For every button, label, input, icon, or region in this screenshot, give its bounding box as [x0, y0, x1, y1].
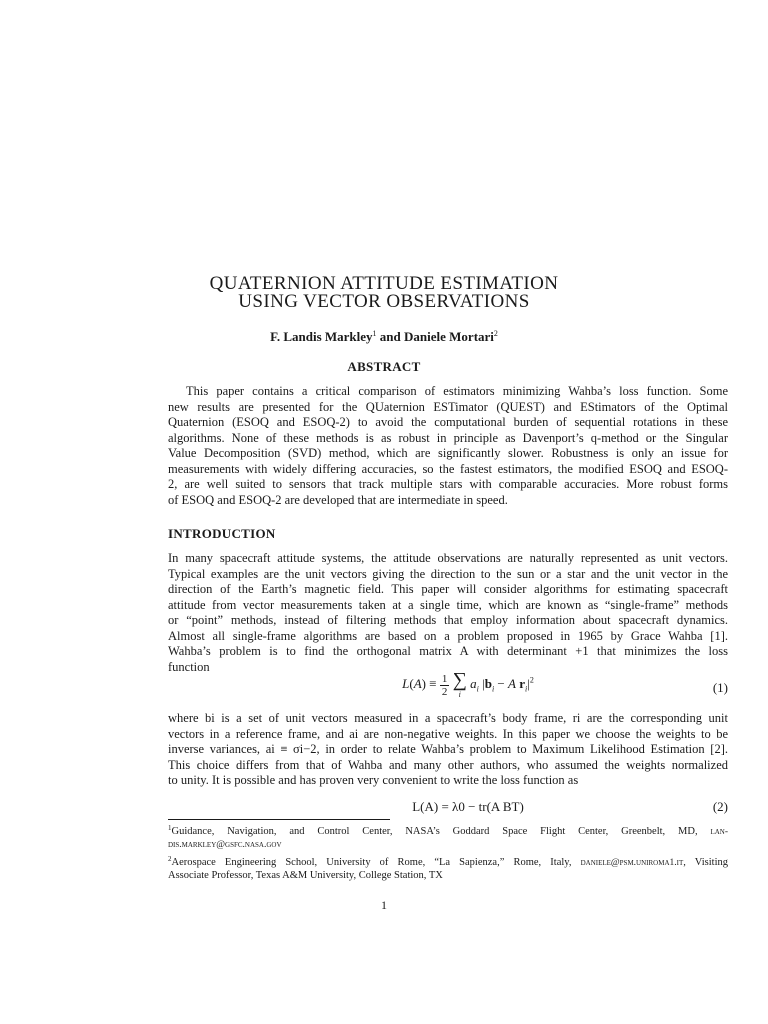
- footnote-1-mark: 1: [168, 824, 172, 832]
- fraction-one-half: $\frac{1}{2}$: [441, 672, 448, 698]
- intro-line: Wahba’s problem is to find the orthogonal matrix A with determinant +1 that minimizes the loss: [168, 644, 728, 658]
- footnote-2-email[interactable]: daniele@psm.uniroma1.it: [580, 858, 684, 868]
- abstract-line: measurements with widely differing accuracies, so the fastest estimators, the modified ESOQ and ESOQ-: [168, 461, 728, 476]
- introduction-heading: INTRODUCTION: [168, 526, 276, 541]
- intro-line: direction of the Earth’s magnetic field. This paper will consider algorithms for estimating spacecraft: [168, 582, 728, 596]
- author-list: [0, 329, 768, 345]
- author-2-footnote-mark: 2: [493, 329, 498, 338]
- intro-line: attitude from vector measurements taken at a single time, which are known as “single-frame” methods: [168, 597, 728, 612]
- footnote-1-continued: [168, 838, 728, 854]
- abstract-line: new results are presented for the QUaternion ESTimator (QUEST) and EStimators of the Optimal: [168, 399, 728, 414]
- intro-line: where bi is a set of unit vectors measured in a spacecraft’s body frame, ri are the corresponding unit: [168, 711, 728, 725]
- equation-2-body: L(A) = λ0 − tr(A BT): [412, 799, 524, 814]
- intro-line: Typical examples are the unit vectors giving the direction to the sun or a star and the unit vector in the: [168, 566, 728, 581]
- author-1-footnote-mark: 1: [372, 329, 377, 338]
- introduction-body-continued: [168, 711, 728, 789]
- abstract-line: of ESOQ and ESOQ-2 are developed that are intermediate in speed.: [168, 492, 508, 507]
- author-2: Daniele Mortari: [404, 329, 494, 344]
- footnotes: [168, 822, 728, 884]
- introduction-body: [168, 551, 728, 675]
- equation-1-body: L(A) ≡ $\frac{1}{2}$ ∑ i $a_i$ $|b_i - A$ $r_i|^2$: [402, 669, 534, 699]
- footnote-1-email-part2[interactable]: dis.markley@gsfc.nasa.gov: [168, 839, 282, 850]
- footnote-2-continued: Associate Professor, Texas A&M University, College Station, TX: [168, 869, 443, 881]
- footnote-2-text: Aerospace Engineering School, University of Rome, “La Sapienza,” Rome, Italy,: [171, 857, 572, 868]
- footnote-1-email-part1[interactable]: lan-: [710, 827, 728, 837]
- abstract-line: Value Decomposition (SVD) method, which are significantly slower. Robustness is only an issue for: [168, 446, 728, 460]
- abstract-line: Quaternion (ESOQ and ESOQ-2) to avoid the computational burden of sequential rotations in these: [168, 415, 728, 429]
- footnote-2-text-after: , Visiting: [683, 857, 728, 868]
- author-1: F. Landis Markley: [270, 329, 373, 344]
- page-number: 1: [381, 898, 387, 912]
- footnote-2: [168, 853, 728, 869]
- intro-line: In many spacecraft attitude systems, the attitude observations are naturally represented as unit vectors.: [168, 551, 728, 565]
- footnote-rule: [168, 819, 390, 820]
- equation-2: [168, 799, 728, 817]
- summation-symbol: ∑ i: [452, 669, 467, 699]
- footnote-1-text: Guidance, Navigation, and Control Center, NASA’s Goddard Space Flight Center, Greenbelt, MD,: [171, 826, 698, 837]
- abstract-line: 2, are well suited to sensors that track multiple stars with comparable accuracies. More robust forms: [168, 477, 728, 491]
- footnote-2-mark: 2: [168, 855, 172, 863]
- intro-line: vectors in a reference frame, and ai are non-negative weights. In this paper we choose the weights to be: [168, 726, 728, 741]
- paper-title-line2: USING VECTOR OBSERVATIONS: [238, 291, 530, 312]
- abstract-line: This paper contains a critical comparison of estimators minimizing Wahba’s loss function. Some: [186, 384, 728, 398]
- paper-title-line1: QUATERNION ATTITUDE ESTIMATION: [209, 273, 559, 294]
- intro-line: function: [168, 659, 210, 674]
- intro-line: This choice differs from that of Wahba and many other authors, who assumed the weights normalized: [168, 757, 728, 772]
- footnote-1: [168, 822, 728, 838]
- abstract-line: algorithms. None of these methods is as robust in principle as Davenport’s q-method or the Singular: [168, 430, 728, 445]
- intro-line: Almost all single-frame algorithms are based on a problem proposed in 1965 by Grace Wahba [1].: [168, 628, 728, 643]
- abstract-body: [168, 384, 728, 508]
- equation-1-number: (1): [712, 680, 728, 695]
- intro-line: to unity. It is possible and has proven very convenient to write the loss function as: [168, 773, 579, 787]
- author-conjunction: and: [379, 329, 401, 344]
- intro-line: inverse variances, ai ≡ σi−2, in order to relate Wahba’s problem to Maximum Likelihood Estimation [2].: [168, 742, 728, 756]
- equation-2-number: (2): [712, 799, 728, 814]
- abstract-heading: ABSTRACT: [347, 359, 421, 374]
- intro-line: or “point” methods, instead of filtering methods that employ information about spacecraft dynamics.: [168, 613, 728, 627]
- equation-1: [168, 670, 728, 710]
